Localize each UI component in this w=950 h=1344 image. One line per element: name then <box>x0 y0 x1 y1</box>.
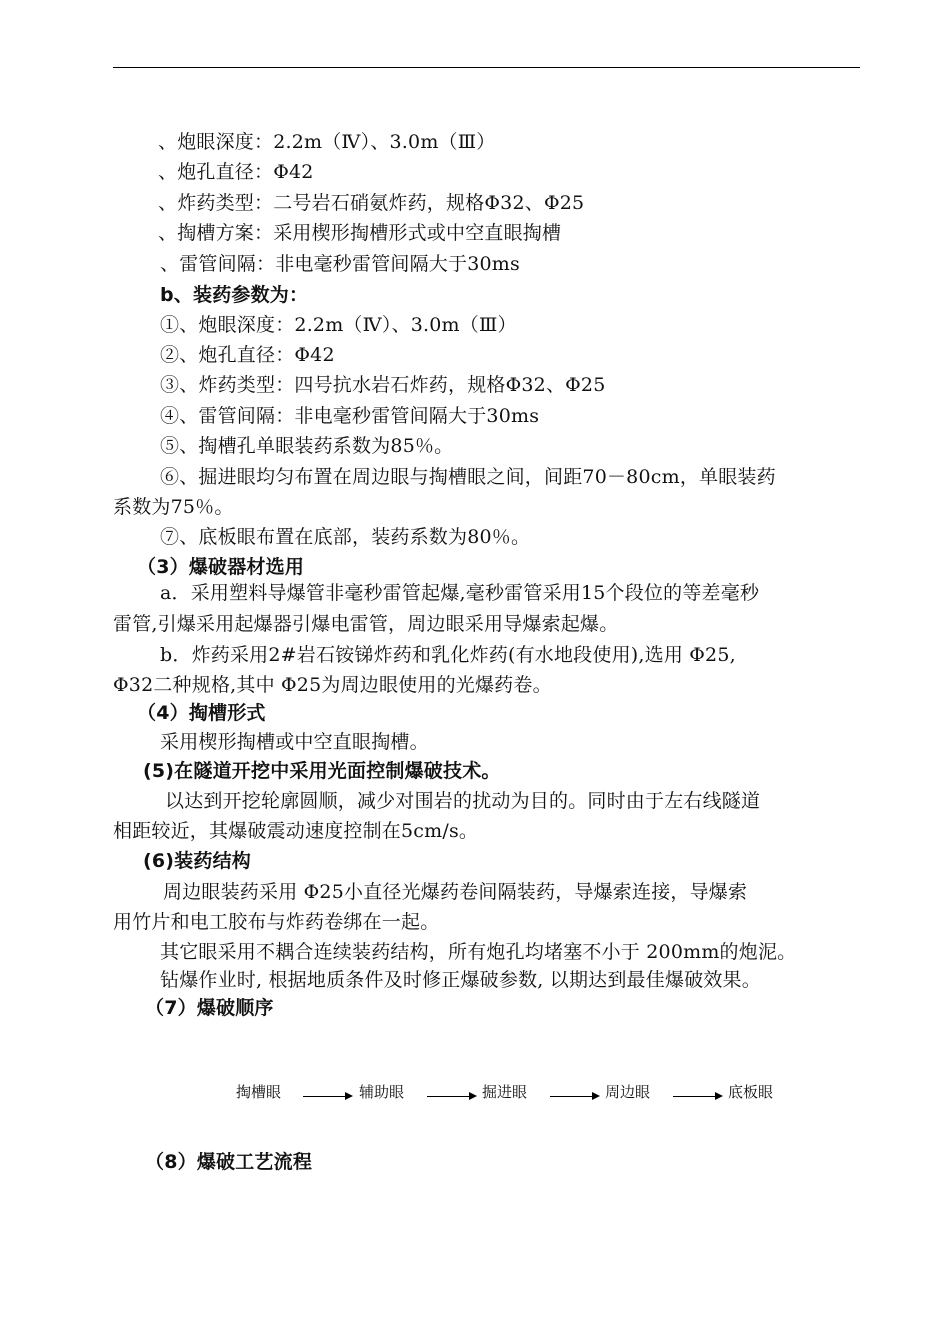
flow-node-cut: 掏槽眼 <box>236 1083 282 1101</box>
heading-sequence: （7）爆破顺序 <box>145 997 274 1019</box>
charge-diameter: ②、炮孔直径：Φ42 <box>160 344 335 366</box>
heading-materials: （3）爆破器材选用 <box>137 556 305 578</box>
param-explosive: 、炸药类型：二号岩石硝氨炸药，规格Φ32、Φ25 <box>158 192 585 214</box>
charge-floor: ⑦、底板眼布置在底部，装药系数为80％。 <box>160 526 531 548</box>
materials-b-line2: Φ32二种规格,其中 Φ25为周边眼使用的光爆药卷。 <box>113 674 552 696</box>
flow-arrow-icon <box>303 1096 351 1097</box>
heading-smooth-blasting: (5)在隧道开挖中采用光面控制爆破技术。 <box>143 760 501 782</box>
charge-explosive: ③、炸药类型：四号抗水岩石炸药，规格Φ32、Φ25 <box>160 374 606 396</box>
param-depth: 、炮眼深度：2.2m（Ⅳ）、3.0m（Ⅲ） <box>158 131 496 153</box>
smooth-line2: 相距较近，其爆破震动速度控制在5cm/s。 <box>113 820 479 842</box>
param-cut: 、掏槽方案：采用楔形掏槽形式或中空直眼掏槽 <box>158 222 562 244</box>
flow-node-floor: 底板眼 <box>728 1083 774 1101</box>
param-diameter: 、炮孔直径：Φ42 <box>158 161 314 183</box>
flow-arrow-icon <box>550 1096 598 1097</box>
materials-b-line1: b．炸药采用2#岩石铵锑炸药和乳化炸药(有水地段使用),选用 Φ25, <box>160 644 736 666</box>
charge-advance-line2: 系数为75％。 <box>113 496 234 518</box>
charge-cut-coefficient: ⑤、掏槽孔单眼装药系数为85％。 <box>160 435 454 457</box>
smooth-line1: 以达到开挖轮廓圆顺，减少对围岩的扰动为目的。同时由于左右线隧道 <box>165 790 761 812</box>
heading-charge-structure: (6)装药结构 <box>143 850 251 872</box>
cut-form-text: 采用楔形掏槽或中空直眼掏槽。 <box>160 731 429 753</box>
flow-node-perimeter: 周边眼 <box>605 1083 651 1101</box>
materials-a-line2: 雷管,引爆采用起爆器引爆电雷管，周边眼采用导爆索起爆。 <box>113 613 619 635</box>
structure-line3: 其它眼采用不耦合连续装药结构，所有炮孔均堵塞不小于 200mm的炮泥。 <box>160 941 797 963</box>
param-interval: 、雷管间隔：非电毫秒雷管间隔大于30ms <box>160 253 520 275</box>
charge-params-heading: b、装药参数为： <box>160 284 309 306</box>
flow-node-advance: 掘进眼 <box>482 1083 528 1101</box>
header-rule <box>113 67 860 68</box>
materials-a-line1: a．采用塑料导爆管非毫秒雷管起爆,毫秒雷管采用15个段位的等差毫秒 <box>160 582 760 604</box>
heading-cut-form: （4）掏槽形式 <box>137 702 266 724</box>
structure-line2: 用竹片和电工胶布与炸药卷绑在一起。 <box>113 911 440 933</box>
flow-node-auxiliary: 辅助眼 <box>359 1083 405 1101</box>
flow-arrow-icon <box>427 1096 475 1097</box>
charge-advance-line1: ⑥、掘进眼均匀布置在周边眼与掏槽眼之间，间距70－80cm，单眼装药 <box>160 466 776 488</box>
structure-line4: 钻爆作业时, 根据地质条件及时修正爆破参数, 以期达到最佳爆破效果。 <box>160 969 761 991</box>
flow-arrow-icon <box>673 1096 721 1097</box>
charge-interval: ④、雷管间隔：非电毫秒雷管间隔大于30ms <box>160 405 540 427</box>
charge-depth: ①、炮眼深度：2.2m（Ⅳ）、3.0m（Ⅲ） <box>160 314 517 336</box>
heading-process-flow: （8）爆破工艺流程 <box>145 1151 313 1173</box>
structure-line1: 周边眼装药采用 Φ25小直径光爆药卷间隔装药，导爆索连接，导爆索 <box>163 881 748 903</box>
